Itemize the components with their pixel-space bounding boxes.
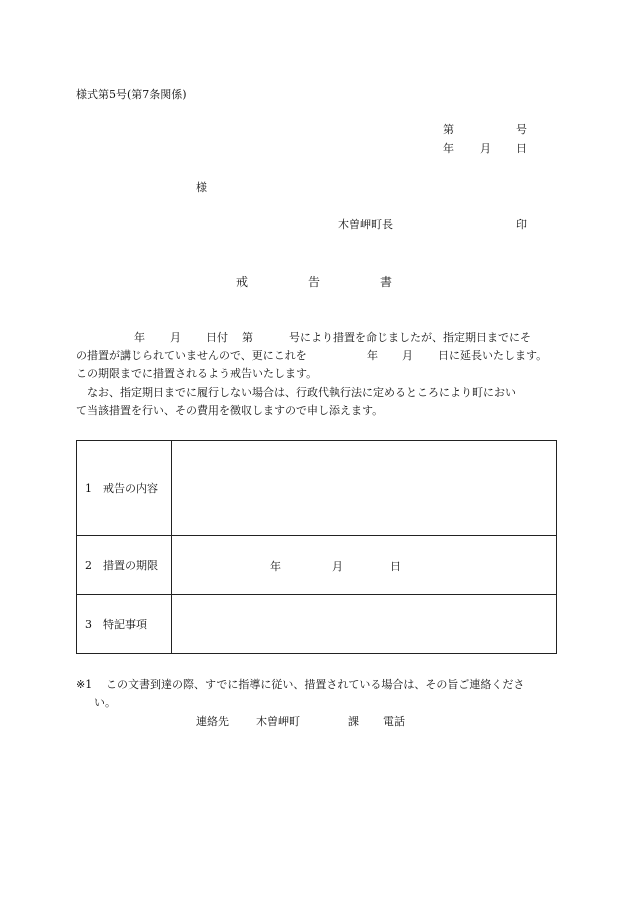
info-table (76, 440, 557, 654)
deadline-day: 日 (390, 560, 401, 573)
issuer-seal: 印 (516, 218, 527, 231)
doc-title-char-3: 書 (380, 275, 393, 289)
body-l5: て当該措置を行い、その費用を徴収しますので申し添えます。 (76, 404, 384, 417)
date-day: 日 (516, 142, 527, 155)
contact-town: 木曽岬町 (256, 715, 300, 728)
issuer-title: 木曽岬町長 (338, 218, 393, 231)
row-content-label: 1 戒告の内容 (77, 441, 172, 536)
body-l1-rest: 号により措置を命じましたが、指定期日までにそ (289, 331, 531, 344)
number-dai: 第 (443, 123, 454, 136)
table-row (77, 536, 557, 595)
table-row (77, 441, 557, 536)
row-remarks-value (172, 595, 557, 654)
table-row (77, 595, 557, 654)
body-l2-end: 日に延長いたします。 (438, 349, 548, 362)
body-l1-hizuke: 日付 (206, 331, 228, 344)
deadline-month: 月 (332, 560, 343, 573)
deadline-year: 年 (270, 560, 281, 573)
note-line-2: い。 (94, 696, 116, 709)
body-l2-start: の措置が講じられていませんので、更にこれを (76, 349, 307, 362)
note-mark: ※1 (76, 678, 93, 691)
body-l2-year: 年 (367, 349, 378, 362)
body-l2-month: 月 (402, 349, 413, 362)
doc-title-char-1: 戒 (236, 275, 249, 289)
body-l1-month: 月 (170, 331, 181, 344)
form-label: 様式第5号(第7条関係) (76, 88, 187, 101)
addressee-suffix: 様 (196, 181, 207, 194)
note-line-1: この文書到達の際、すでに指導に従い、措置されている場合は、その旨ご連絡くださ (106, 678, 525, 691)
date-year: 年 (443, 142, 454, 155)
row-deadline-label: 2 措置の期限 (77, 536, 172, 595)
doc-title-char-2: 告 (308, 275, 321, 289)
row-remarks-label: 3 特記事項 (77, 595, 172, 654)
contact-label: 連絡先 (196, 715, 229, 728)
contact-tel: 電話 (383, 715, 405, 728)
row-content-value (172, 441, 557, 536)
contact-section: 課 (348, 715, 359, 728)
date-month: 月 (480, 142, 491, 155)
row-deadline-value (172, 536, 557, 595)
body-l3: この期限までに措置されるよう戒告いたします。 (76, 367, 318, 380)
body-l1-year: 年 (134, 331, 145, 344)
body-l4: なお、指定期日までに履行しない場合は、行政代執行法に定めるところにより町におい (87, 386, 516, 399)
number-go: 号 (516, 123, 527, 136)
body-l1-dai: 第 (242, 331, 253, 344)
